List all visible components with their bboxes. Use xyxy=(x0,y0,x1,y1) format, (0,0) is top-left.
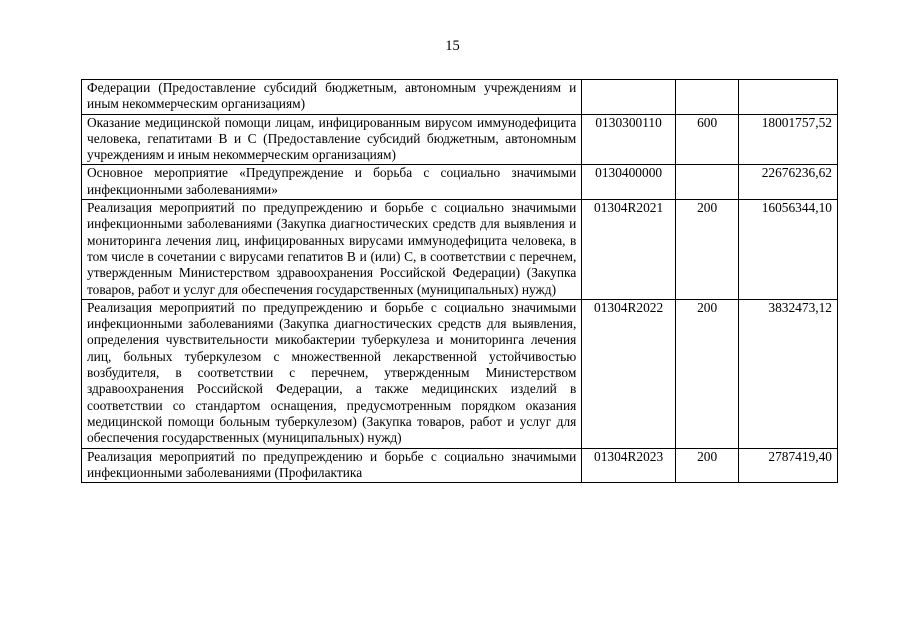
row-amount: 22676236,62 xyxy=(739,165,838,200)
budget-table xyxy=(81,79,838,483)
row-target-code: 01304R2023 xyxy=(582,448,676,483)
row-amount: 3832473,12 xyxy=(739,299,838,448)
row-amount: 2787419,40 xyxy=(739,448,838,483)
table-row xyxy=(82,200,838,300)
row-expense-type: 200 xyxy=(675,448,738,483)
row-expense-type: 200 xyxy=(675,299,738,448)
row-target-code: 01304R2021 xyxy=(582,200,676,300)
row-expense-type: 600 xyxy=(675,114,738,165)
table-row xyxy=(82,165,838,200)
row-expense-type xyxy=(675,80,738,115)
table-row xyxy=(82,114,838,165)
row-description: Оказание медицинской помощи лицам, инфицированным вирусом иммунодефицита человека, гепатитами B и C (Предоставление субсидий бюджетным, автономным учреждениям и иным некоммерческим организациям) xyxy=(82,114,582,165)
row-description: Реализация мероприятий по предупреждению и борьбе с социально значимыми инфекционными заболеваниями (Закупка диагностических средств для выявления, определения чувствительности микобактерии туберкулеза и мониторинга лечения лиц, больных туберкулезом с множественной лекарственной устойчивостью возбудителя, в соответствии с перечнем, утвержденным Министерством здравоохранения Российской Федерации, а также медицинских изделий в соответствии со стандартом оснащения, предусмотренным порядком оказания медицинской помощи больным туберкулезом) (Закупка товаров, работ и услуг для обеспечения государственных (муниципальных) нужд) xyxy=(82,299,582,448)
row-target-code xyxy=(582,80,676,115)
row-amount xyxy=(739,80,838,115)
row-description: Федерации (Предоставление субсидий бюджетным, автономным учреждениям и иным некоммерческим организациям) xyxy=(82,80,582,115)
budget-table-body xyxy=(82,80,838,483)
row-description: Реализация мероприятий по предупреждению и борьбе с социально значимыми инфекционными заболеваниями (Закупка диагностических средств для выявления и мониторинга лечения лиц, инфицированных вирусами иммунодефицита человека, в том числе в сочетании с вирусами гепатитов B и (или) C, в соответствии с перечнем, утвержденным Министерством здравоохранения Российской Федерации) (Закупка товаров, работ и услуг для обеспечения государственных (муниципальных) нужд) xyxy=(82,200,582,300)
page-number: 15 xyxy=(445,38,460,54)
row-target-code: 0130300110 xyxy=(582,114,676,165)
row-description: Основное мероприятие «Предупреждение и борьба с социально значимыми инфекционными заболеваниями» xyxy=(82,165,582,200)
page-bottom-margin xyxy=(0,603,905,640)
row-expense-type: 200 xyxy=(675,200,738,300)
row-amount: 16056344,10 xyxy=(739,200,838,300)
table-row xyxy=(82,80,838,115)
table-row xyxy=(82,448,838,483)
row-description: Реализация мероприятий по предупреждению и борьбе с социально значимыми инфекционными заболеваниями (Профилактика xyxy=(82,448,582,483)
row-target-code: 01304R2022 xyxy=(582,299,676,448)
row-expense-type xyxy=(675,165,738,200)
table-row xyxy=(82,299,838,448)
row-amount: 18001757,52 xyxy=(739,114,838,165)
row-target-code: 0130400000 xyxy=(582,165,676,200)
